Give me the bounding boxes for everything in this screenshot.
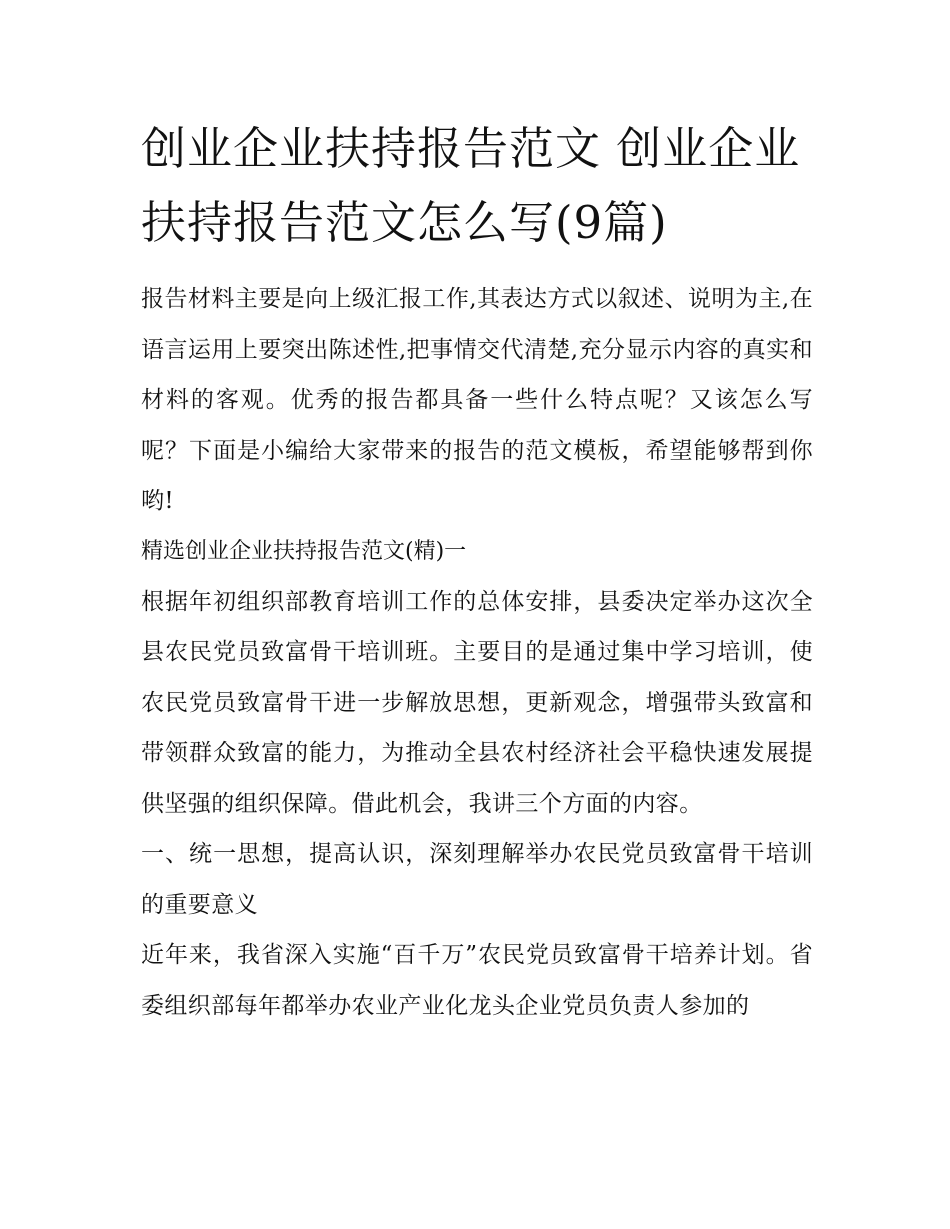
document-title: 创业企业扶持报告范文 创业企业扶持报告范文怎么写(9篇) [141, 122, 801, 249]
body-paragraph-2: 近年来，我省深入实施“百千万”农民党员致富骨干培养计划。省委组织部每年都举办农业产业化龙头企业党员负责人参加的 [141, 942, 813, 1019]
point-heading-1: 一、统一思想，提高认识，深刻理解举办农民党员致富骨干培训的重要意义 [141, 841, 813, 918]
intro-paragraph: 报告材料主要是向上级汇报工作,其表达方式以叙述、说明为主,在语言运用上要突出陈述性,把事情交代清楚,充分显示内容的真实和材料的客观。优秀的报告都具备一些什么特点呢？又该怎么写呢？下面是小编给大家带来的报告的范文模板，希望能够帮到你哟! [141, 286, 813, 514]
document-page [141, 112, 813, 1031]
body-paragraph-1: 根据年初组织部教育培训工作的总体安排，县委决定举办这次全县农民党员致富骨干培训班。主要目的是通过集中学习培训，使农民党员致富骨干进一步解放思想，更新观念，增强带头致富和带领群众致富的能力，为推动全县农村经济社会平稳快速发展提供坚强的组织保障。借此机会，我讲三个方面的内容。 [141, 588, 813, 817]
section-heading: 精选创业企业扶持报告范文(精)一 [141, 538, 467, 564]
